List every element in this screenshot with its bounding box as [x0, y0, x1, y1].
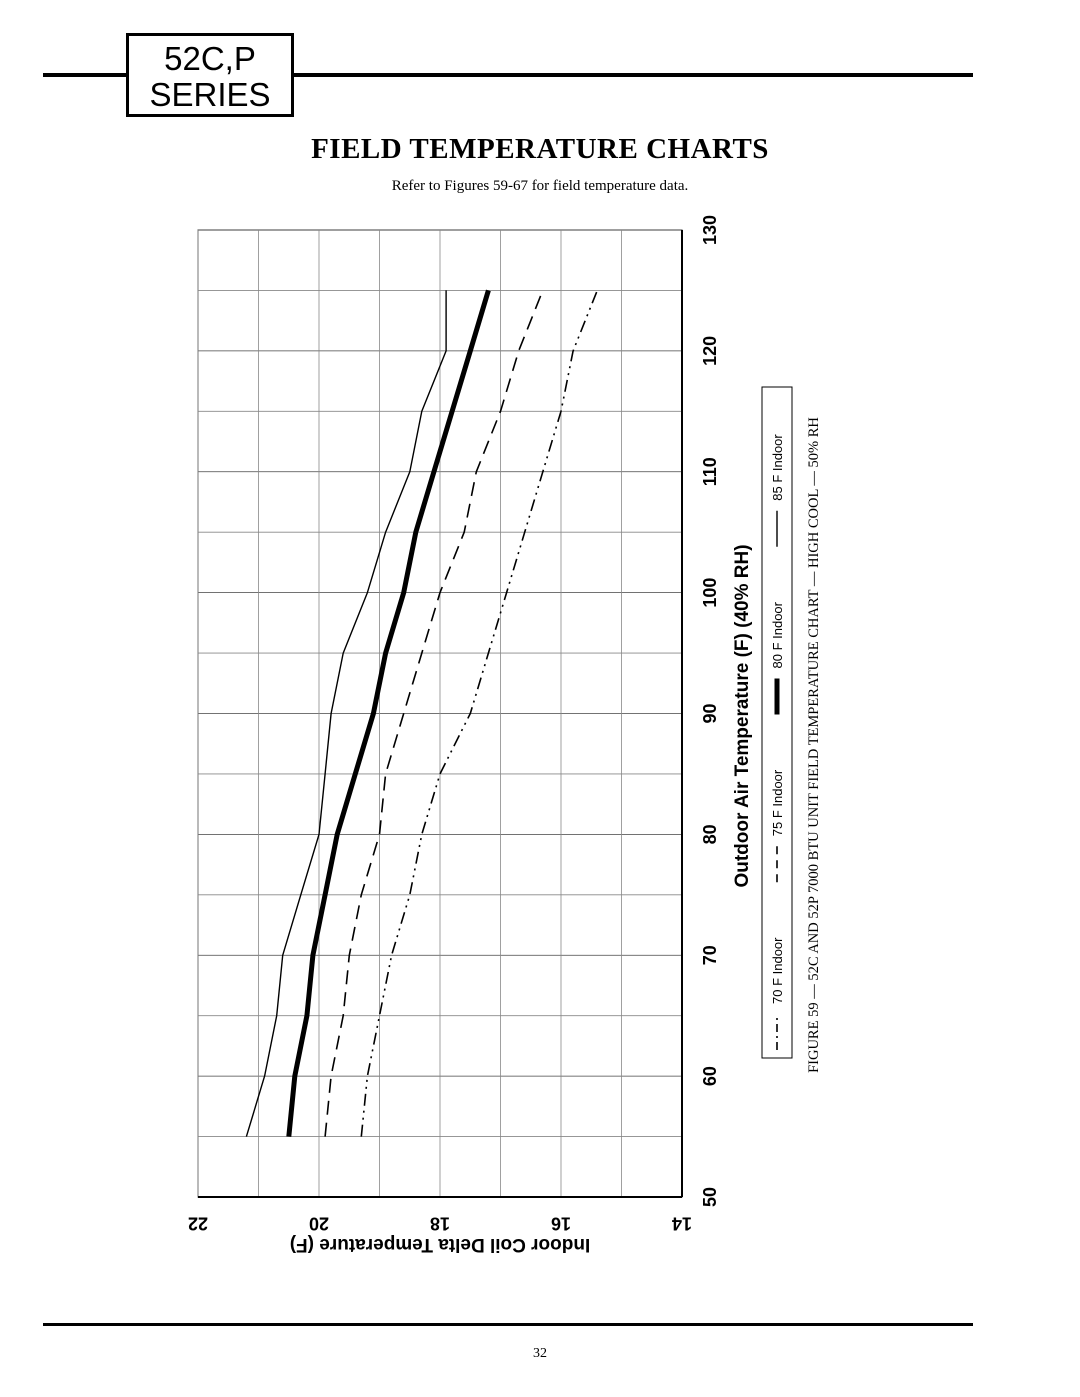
x-tick-label: 50: [700, 1186, 720, 1208]
figure-caption: FIGURE 59 — 52C AND 52P 7000 BTU UNIT FIELD TEMPERATURE CHART — HIGH COOL — 50% RH: [806, 417, 822, 1073]
series-model: 52C,P: [164, 40, 256, 77]
x-tick-label: 100: [700, 577, 720, 608]
y-tick-label: 22: [187, 1213, 209, 1234]
y-axis-label: Indoor Coil Delta Temperature (F): [289, 1233, 591, 1255]
page-title: FIELD TEMPERATURE CHARTS: [311, 133, 769, 165]
x-tick-label: 70: [700, 945, 720, 966]
x-tick-label: 130: [700, 214, 720, 246]
chart-legend: [762, 387, 792, 1058]
chart-grid: [198, 230, 682, 1197]
x-tick-label: 120: [700, 335, 720, 366]
chart-ticks: [188, 215, 720, 1233]
x-tick-label: 60: [700, 1066, 720, 1087]
footer-rule: [43, 1323, 973, 1326]
legend-label: 70 F Indoor: [770, 937, 785, 1004]
y-tick-label: 20: [308, 1213, 330, 1234]
series-word: SERIES: [149, 76, 271, 113]
x-axis-label: Outdoor Air Temperature (F) (40% RH): [732, 544, 753, 888]
x-tick-label: 80: [700, 824, 720, 845]
x-tick-label: 110: [700, 457, 720, 487]
legend-label: 85 F Indoor: [770, 434, 785, 501]
page-subtitle: Refer to Figures 59-67 for field temperature data.: [391, 178, 689, 194]
legend-label: 75 F Indoor: [770, 769, 785, 837]
legend-label: 80 F Indoor: [770, 602, 785, 669]
y-tick-label: 16: [550, 1213, 572, 1234]
y-tick-label: 18: [429, 1213, 451, 1234]
x-tick-label: 90: [700, 703, 720, 724]
y-tick-label: 14: [671, 1213, 693, 1234]
page-number: 32: [533, 1346, 547, 1361]
